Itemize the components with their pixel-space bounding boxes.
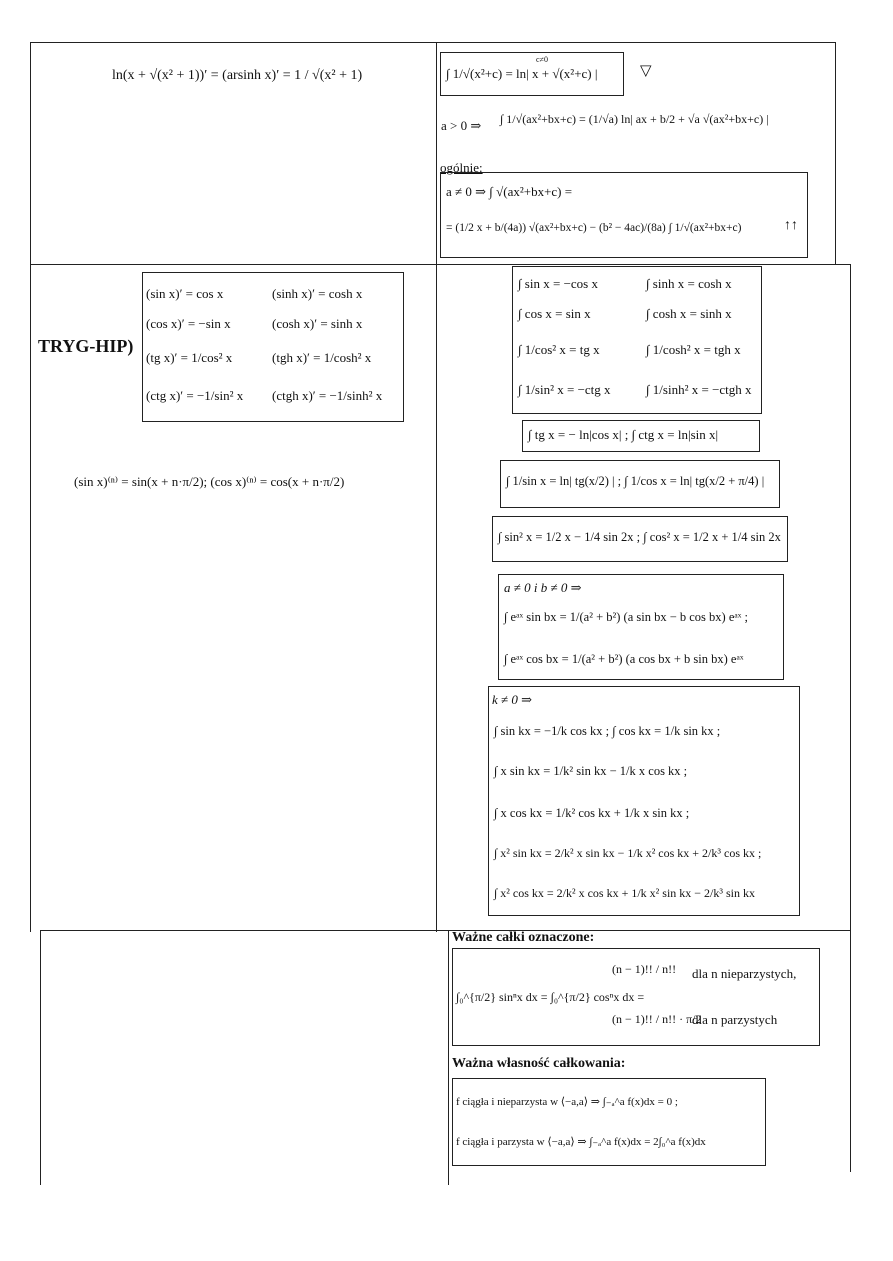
grid-row2-line [40, 930, 850, 931]
derivative-sinh: (sinh x)′ = cosh x [272, 286, 363, 301]
nth-derivative: (sin x)⁽ⁿ⁾ = sin(x + n·π/2); (cos x)⁽ⁿ⁾ = cos(x + n·π/2) [74, 474, 345, 489]
k-line-5: ∫ x² cos kx = 2/k² x cos kx + 1/k x² sin kx − 2/k³ sin kx [494, 886, 755, 900]
derivative-tg: (tg x)′ = 1/cos² x [146, 350, 233, 365]
wallis-odd-text: dla n nieparzystych, [692, 966, 797, 981]
integral-quad: ∫ 1/√(ax²+bx+c) = (1/√a) ln| ax + b/2 + √a √(ax²+bx+c) | [500, 112, 769, 126]
integral-sqrt-x2c-cond: c≠0 [536, 55, 548, 64]
grid-top-line [30, 42, 835, 43]
box-property [452, 1078, 766, 1166]
wallis-formula: ∫₀^{π/2} sinⁿx dx = ∫₀^{π/2} cosⁿx dx = [456, 990, 645, 1004]
grid-mid-line-lower [448, 930, 449, 1185]
integral-sqrt-quad: a ≠ 0 ⇒ ∫ √(ax²+bx+c) = [446, 184, 573, 199]
integral-csc2: ∫ 1/sin² x = −ctg x [518, 382, 611, 397]
grid-left-line-lower [40, 930, 41, 1185]
k-line-4: ∫ x² sin kx = 2/k² x sin kx − 1/k x² cos kx + 2/k³ cos kx ; [494, 846, 762, 860]
k-line-3: ∫ x cos kx = 1/k² cos kx + 1/k x sin kx ; [494, 806, 690, 820]
integral-sec2: ∫ 1/cos² x = tg x [518, 342, 600, 357]
definite-integrals-label: Ważne całki oznaczone: [452, 930, 595, 945]
derivative-tgh: (tgh x)′ = 1/cosh² x [272, 350, 372, 365]
grid-right-line-lower [850, 264, 851, 1172]
grid-mid-line [436, 42, 437, 932]
property-odd: f ciągła i nieparzysta w ⟨−a,a⟩ ⇒ ∫₋ₐ^a f(x)dx = 0 ; [456, 1096, 678, 1108]
grid-row1-line [30, 264, 850, 265]
integral-sin-cos-recip: ∫ 1/sin x = ln| tg(x/2) | ; ∫ 1/cos x = ln| tg(x/2 + π/4) | [506, 474, 765, 488]
exp-cond: a ≠ 0 i b ≠ 0 ⇒ [504, 580, 582, 595]
derivative-sin: (sin x)′ = cos x [146, 286, 224, 301]
general-label: ogólnie: [440, 160, 483, 175]
grid-right-line [835, 42, 836, 264]
integral-exp-sin: ∫ eᵃˣ sin bx = 1/(a² + b²) (a sin bx − b cos bx) eᵃˣ ; [504, 610, 749, 624]
derivative-cosh: (cosh x)′ = sinh x [272, 316, 363, 331]
integral-sinh: ∫ sinh x = cosh x [646, 276, 732, 291]
integral-exp-cos: ∫ eᵃˣ cos bx = 1/(a² + b²) (a cos bx + b sin bx) eᵃˣ [504, 652, 744, 666]
integral-sin: ∫ sin x = −cos x [518, 276, 598, 291]
integral-cosh: ∫ cosh x = sinh x [646, 306, 732, 321]
wallis-odd-case: (n − 1)!! / n!! [612, 962, 677, 976]
derivative-cos: (cos x)′ = −sin x [146, 316, 231, 331]
integral-squares: ∫ sin² x = 1/2 x − 1/4 sin 2x ; ∫ cos² x = 1/2 x + 1/4 sin 2x [498, 530, 781, 544]
double-arrow-marker: ↑↑ [784, 218, 798, 233]
integral-sech2: ∫ 1/cosh² x = tgh x [646, 342, 741, 357]
integral-sqrt-quad-result: = (1/2 x + b/(4a)) √(ax²+bx+c) − (b² − 4ac)/(8a) ∫ 1/√(ax²+bx+c) [446, 222, 742, 234]
tryg-hip-label: TRYG-HIP) [38, 336, 134, 356]
k-line-1: ∫ sin kx = −1/k cos kx ; ∫ cos kx = 1/k sin kx ; [494, 724, 721, 738]
k-cond: k ≠ 0 ⇒ [492, 692, 533, 707]
integral-cos: ∫ cos x = sin x [518, 306, 591, 321]
k-line-2: ∫ x sin kx = 1/k² sin kx − 1/k x cos kx ; [494, 764, 688, 778]
derivative-ctgh: (ctgh x)′ = −1/sinh² x [272, 388, 383, 403]
property-even: f ciągła i parzysta w ⟨−a,a⟩ ⇒ ∫₋ₐ^a f(x)dx = 2∫₀^a f(x)dx [456, 1136, 706, 1148]
integral-quad-cond: a > 0 ⇒ [441, 118, 482, 133]
integral-sqrt-x2c: ∫ 1/√(x²+c) = ln| x + √(x²+c) | [446, 66, 598, 81]
arsinh-derivative: ln(x + √(x² + 1))′ = (arsinh x)′ = 1 / √(x² + 1) [112, 68, 363, 83]
integral-tg-ctg: ∫ tg x = − ln|cos x| ; ∫ ctg x = ln|sin x| [528, 427, 719, 442]
triangle-marker: ▽ [640, 63, 652, 79]
derivative-ctg: (ctg x)′ = −1/sin² x [146, 388, 244, 403]
box-k [488, 686, 800, 916]
property-label: Ważna własność całkowania: [452, 1056, 626, 1071]
wallis-even-case: (n − 1)!! / n!! · π/2 [612, 1012, 702, 1026]
wallis-even-text: dla n parzystych [692, 1012, 778, 1027]
integral-csch2: ∫ 1/sinh² x = −ctgh x [646, 382, 752, 397]
grid-left-line [30, 42, 31, 932]
